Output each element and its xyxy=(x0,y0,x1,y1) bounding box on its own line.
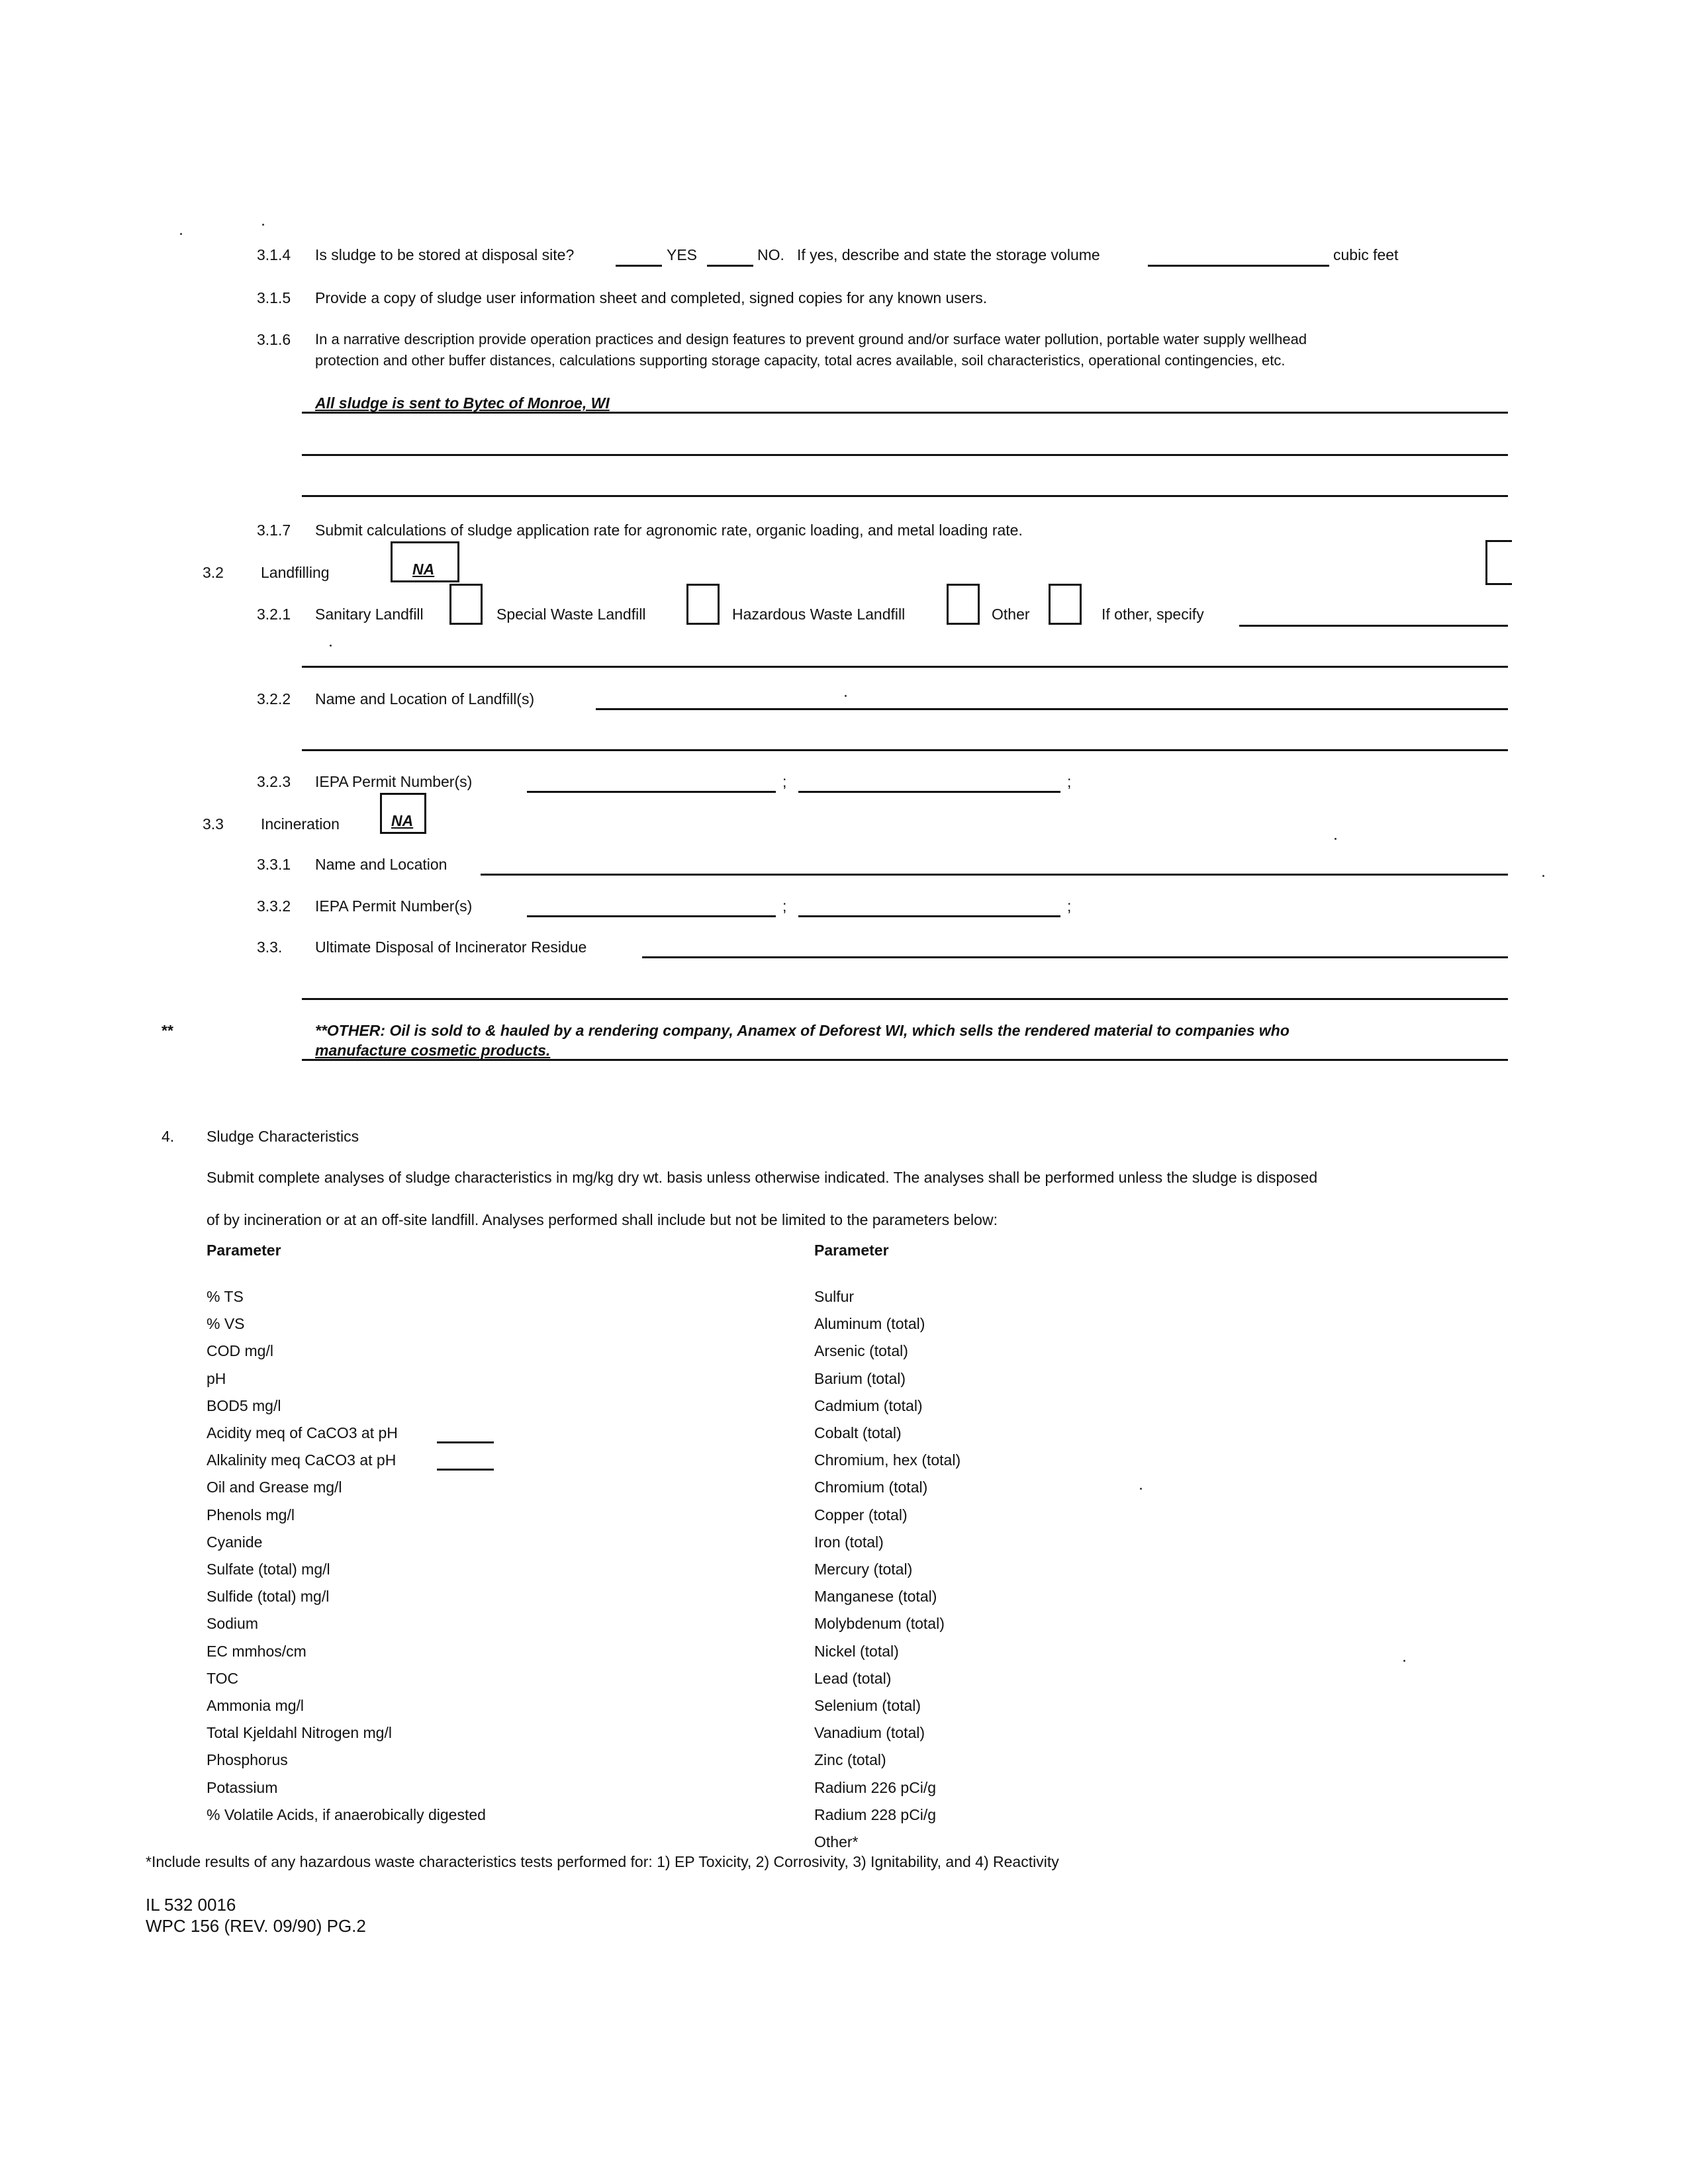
q333-number: 3.3. xyxy=(257,938,283,956)
parameter-right-item: Aluminum (total) xyxy=(814,1315,925,1332)
q321-option-other-label: Other xyxy=(992,606,1030,623)
parameter-left-item: Phosphorus xyxy=(207,1751,288,1768)
sanitary-landfill-checkbox[interactable] xyxy=(449,584,483,625)
parameter-right-item: Zinc (total) xyxy=(814,1751,886,1768)
hazardous-tests-footnote: *Include results of any hazardous waste characteristics tests performed for: 1) EP Toxicity, 2) Corrosivity, 3) Ignitability, and 4) Reactivity xyxy=(146,1853,1059,1870)
parameter-right-item: Nickel (total) xyxy=(814,1643,899,1660)
parameter-left-item: Cyanide xyxy=(207,1533,263,1551)
q323-permit-blank-1[interactable] xyxy=(527,791,776,793)
other-note-rule xyxy=(302,1059,1508,1061)
q316-number: 3.1.6 xyxy=(257,331,291,348)
parameter-right-item: Iron (total) xyxy=(814,1533,884,1551)
section-3-3-title: Incineration xyxy=(261,815,340,833)
q321-option-special-label: Special Waste Landfill xyxy=(496,606,646,623)
scan-speck xyxy=(1140,1488,1142,1490)
parameter-left-item: EC mmhos/cm xyxy=(207,1643,306,1660)
section-4-title: Sludge Characteristics xyxy=(207,1128,359,1145)
q332-permit-blank-2[interactable] xyxy=(798,915,1060,917)
ph-value-blank[interactable] xyxy=(437,1441,494,1443)
q331-blank[interactable] xyxy=(481,874,1508,876)
parameter-right-item: Selenium (total) xyxy=(814,1697,921,1714)
parameter-right-item: Molybdenum (total) xyxy=(814,1615,945,1632)
q333-line-2[interactable] xyxy=(302,998,1508,1000)
scan-speck xyxy=(262,224,264,226)
q332-text: IEPA Permit Number(s) xyxy=(315,897,473,915)
parameter-header-left: Parameter xyxy=(207,1242,281,1259)
parameter-right-item: Other* xyxy=(814,1833,859,1850)
parameter-right-item: Manganese (total) xyxy=(814,1588,937,1605)
section-3-2-title: Landfilling xyxy=(261,564,330,581)
parameter-right-item: Sulfur xyxy=(814,1288,855,1305)
hazardous-waste-landfill-checkbox[interactable] xyxy=(947,584,980,625)
q314-unit: cubic feet xyxy=(1333,246,1399,263)
q323-permit-blank-2[interactable] xyxy=(798,791,1060,793)
landfilling-na-value: NA xyxy=(412,561,435,578)
q321-specify-line-2[interactable] xyxy=(302,666,1508,668)
q323-separator-2: ; xyxy=(1067,773,1072,790)
section-3-3-number: 3.3 xyxy=(203,815,224,833)
other-landfill-checkbox[interactable] xyxy=(1049,584,1082,625)
scan-speck xyxy=(330,645,332,647)
parameter-left-item: Potassium xyxy=(207,1779,278,1796)
parameter-right-item: Radium 226 pCi/g xyxy=(814,1779,937,1796)
q314-yes-blank[interactable] xyxy=(616,265,662,267)
parameter-left-item: % Volatile Acids, if anaerobically digested xyxy=(207,1806,486,1823)
margin-checkbox-fragment xyxy=(1485,540,1512,585)
section-4-paragraph-line2: of by incineration or at an off-site landfill. Analyses performed shall include but not be limited to the parameters below: xyxy=(207,1211,998,1228)
q332-permit-blank-1[interactable] xyxy=(527,915,776,917)
other-note-line1: **OTHER: Oil is sold to & hauled by a rendering company, Anamex of Deforest WI, which sells the rendered material to companies who xyxy=(315,1022,1289,1039)
q314-volume-blank[interactable] xyxy=(1148,265,1329,267)
q321-number: 3.2.1 xyxy=(257,606,291,623)
q315-number: 3.1.5 xyxy=(257,289,291,306)
q332-number: 3.3.2 xyxy=(257,897,291,915)
parameter-right-item: Copper (total) xyxy=(814,1506,908,1524)
q314-storage-prompt: If yes, describe and state the storage volume xyxy=(797,246,1100,263)
q323-separator-1: ; xyxy=(782,773,787,790)
parameter-left-item: Acidity meq of CaCO3 at pH xyxy=(207,1424,398,1441)
incineration-na-box[interactable] xyxy=(380,793,426,834)
parameter-left-item: Sulfide (total) mg/l xyxy=(207,1588,330,1605)
incineration-na-value: NA xyxy=(391,812,414,829)
parameter-right-item: Lead (total) xyxy=(814,1670,892,1687)
parameter-left-item: Phenols mg/l xyxy=(207,1506,295,1524)
q322-blank[interactable] xyxy=(596,708,1508,710)
scan-speck xyxy=(180,233,182,235)
scan-speck xyxy=(1403,1660,1405,1662)
q316-answer: All sludge is sent to Bytec of Monroe, WI xyxy=(315,394,610,412)
parameter-left-item: pH xyxy=(207,1370,226,1387)
parameter-left-item: % TS xyxy=(207,1288,244,1305)
parameter-left-item: COD mg/l xyxy=(207,1342,273,1359)
q316-text-line2: protection and other buffer distances, calculations supporting storage capacity, total acres available, soil characteristics, operational contingencies, etc. xyxy=(315,352,1286,369)
parameter-right-item: Barium (total) xyxy=(814,1370,906,1387)
parameter-left-item: Sulfate (total) mg/l xyxy=(207,1561,330,1578)
parameter-left-item: Alkalinity meq CaCO3 at pH xyxy=(207,1451,397,1469)
parameter-right-item: Arsenic (total) xyxy=(814,1342,908,1359)
other-note-marker: ** xyxy=(162,1022,173,1039)
parameter-left-item: BOD5 mg/l xyxy=(207,1397,281,1414)
parameter-left-item: % VS xyxy=(207,1315,245,1332)
parameter-right-item: Chromium, hex (total) xyxy=(814,1451,961,1469)
q332-separator-2: ; xyxy=(1067,897,1072,915)
q315-text: Provide a copy of sludge user information sheet and completed, signed copies for any known users. xyxy=(315,289,988,306)
q314-yes-label: YES xyxy=(667,246,698,263)
q322-line-2[interactable] xyxy=(302,749,1508,751)
q321-option-hazardous-label: Hazardous Waste Landfill xyxy=(732,606,906,623)
parameter-header-right: Parameter xyxy=(814,1242,889,1259)
parameter-right-item: Mercury (total) xyxy=(814,1561,913,1578)
q316-answer-line-3[interactable] xyxy=(302,495,1508,497)
q332-separator-1: ; xyxy=(782,897,787,915)
q321-specify-label: If other, specify xyxy=(1102,606,1204,623)
section-4-paragraph-line1: Submit complete analyses of sludge characteristics in mg/kg dry wt. basis unless otherwise indicated. The analyses shall be performed unless the sludge is disposed xyxy=(207,1169,1318,1186)
parameter-right-item: Cobalt (total) xyxy=(814,1424,902,1441)
parameter-right-item: Chromium (total) xyxy=(814,1479,928,1496)
scan-speck xyxy=(845,695,847,697)
q321-specify-blank[interactable] xyxy=(1239,625,1508,627)
q322-number: 3.2.2 xyxy=(257,690,291,707)
q333-text: Ultimate Disposal of Incinerator Residue xyxy=(315,938,587,956)
parameter-left-item: Sodium xyxy=(207,1615,258,1632)
landfilling-na-box[interactable] xyxy=(391,541,459,582)
q331-text: Name and Location xyxy=(315,856,447,873)
parameter-right-item: Radium 228 pCi/g xyxy=(814,1806,937,1823)
form-id: IL 532 0016 xyxy=(146,1895,236,1915)
special-waste-landfill-checkbox[interactable] xyxy=(686,584,720,625)
other-note-line2: manufacture cosmetic products. xyxy=(315,1042,551,1059)
parameter-right-item: Vanadium (total) xyxy=(814,1724,925,1741)
q316-answer-line-1[interactable] xyxy=(302,412,1508,414)
parameter-left-item: Ammonia mg/l xyxy=(207,1697,304,1714)
q314-no-label: NO. xyxy=(757,246,784,263)
scan-speck xyxy=(1542,875,1544,877)
q316-answer-line-2[interactable] xyxy=(302,454,1508,456)
q314-no-blank[interactable] xyxy=(707,265,753,267)
q317-number: 3.1.7 xyxy=(257,522,291,539)
section-3-2-number: 3.2 xyxy=(203,564,224,581)
q321-option-sanitary-label: Sanitary Landfill xyxy=(315,606,424,623)
q316-text-line1: In a narrative description provide operation practices and design features to prevent ground and/or surface water pollution, portable water supply wellhead xyxy=(315,331,1307,347)
q322-text: Name and Location of Landfill(s) xyxy=(315,690,535,707)
q323-number: 3.2.3 xyxy=(257,773,291,790)
parameter-left-item: Oil and Grease mg/l xyxy=(207,1479,342,1496)
ph-value-blank[interactable] xyxy=(437,1469,494,1471)
parameter-left-item: Total Kjeldahl Nitrogen mg/l xyxy=(207,1724,392,1741)
scan-speck xyxy=(1335,838,1336,840)
form-revision: WPC 156 (REV. 09/90) PG.2 xyxy=(146,1916,366,1936)
section-4-number: 4. xyxy=(162,1128,175,1145)
q331-number: 3.3.1 xyxy=(257,856,291,873)
q323-text: IEPA Permit Number(s) xyxy=(315,773,473,790)
q317-text: Submit calculations of sludge application rate for agronomic rate, organic loading, and metal loading rate. xyxy=(315,522,1023,539)
parameter-right-item: Cadmium (total) xyxy=(814,1397,923,1414)
q314-question: Is sludge to be stored at disposal site? xyxy=(315,246,575,263)
q333-blank[interactable] xyxy=(642,956,1508,958)
q314-number: 3.1.4 xyxy=(257,246,291,263)
parameter-left-item: TOC xyxy=(207,1670,239,1687)
